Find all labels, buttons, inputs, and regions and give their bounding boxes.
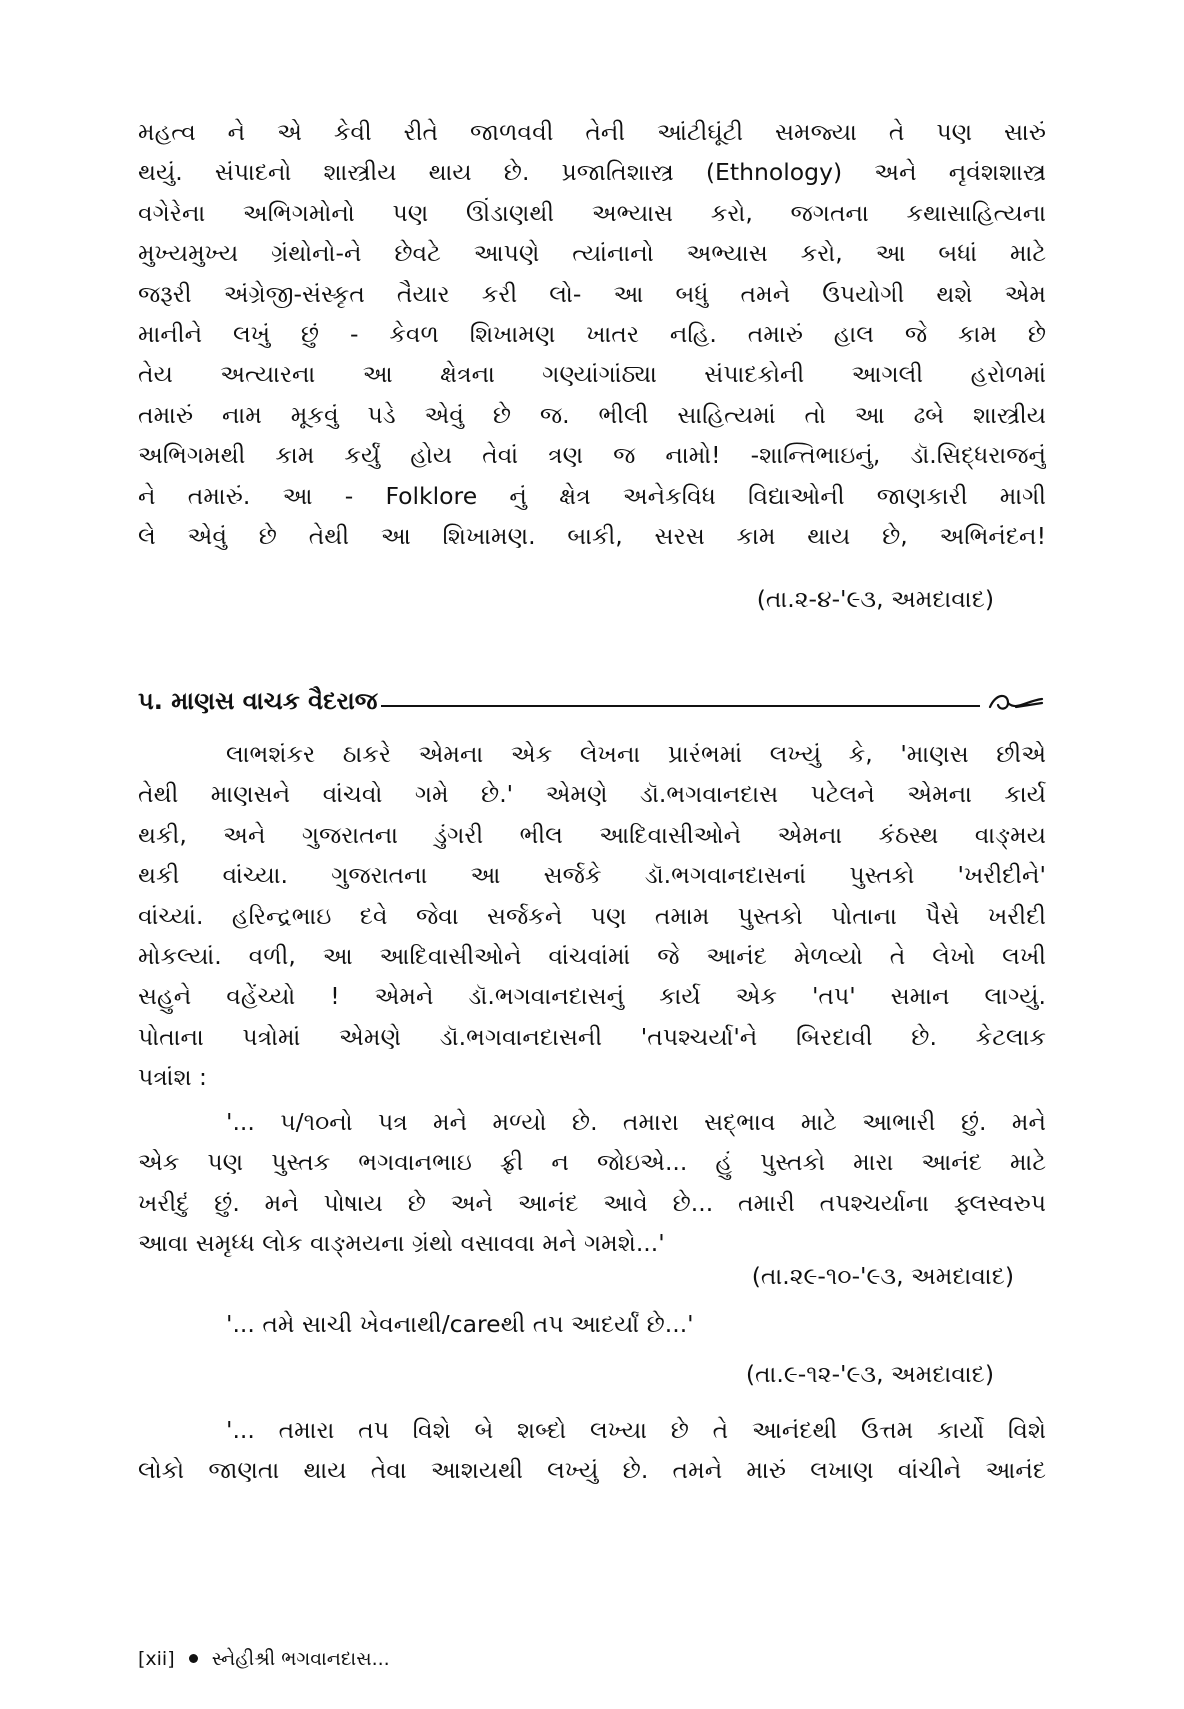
text-line: તેય અત્યારના આ ક્ષેત્રના ગણ્યાંગાંઠ્યા સંપાદકોની આગલી હરોળમાં [138,360,1046,389]
bullet-icon [189,1654,198,1663]
text-line: થકી, અને ગુજરાતના ડુંગરી ભીલ આદિવાસીઓને એમના કંઠસ્થ વાઙ્મય [138,820,1046,849]
text-line: પત્રાંશ : [138,1063,207,1092]
letter-date: (તા.૯-૧૨-'૯૩, અમદાવાદ) [745,1360,994,1388]
text-line: તેથી માણસને વાંચવો ગમે છે.' એમણે ડૉ.ભગવાનદાસ પટેલને એમના કાર્ય [138,780,1046,809]
text-line: તમારું નામ મૂકવું પડે એવું છે જ. ભીલી સાહિત્યમાં તો આ ઢબે શાસ્ત્રીય [138,400,1046,429]
running-title: સ્નેહીશ્રી ભગવાનદાસ... [211,1648,390,1670]
heading-rule [381,705,980,707]
text-line: અભિગમથી કામ કર્યું હોય તેવાં ત્રણ જ નામો! -શાન્તિભાઇનું, ડૉ.સિદ્ધરાજનું [138,441,1046,470]
text-line: લે એવું છે તેથી આ શિખામણ. બાકી, સરસ કામ થાય છે, અભિનંદન! [138,522,1046,551]
text-line: માનીને લખું છું - કેવળ શિખામણ ખાતર નહિ. તમારું હાલ જે કામ છે [138,320,1046,349]
text-line: જરૂરી અંગ્રેજી-સંસ્કૃત તૈયાર કરી લો- આ બધું તમને ઉપયોગી થશે એમ [138,279,1046,308]
text-line: '... ૫/૧૦નો પત્ર મને મળ્યો છે. તમારા સદ્‌ભાવ માટે આભારી છું. મને [226,1108,1046,1136]
quote-letter-3 [138,1410,1046,1491]
page-number: [xii] [138,1648,175,1670]
page-footer [138,1648,390,1670]
letter-date: (તા.૨-૪-'૯૩, અમદાવાદ) [756,585,994,613]
text-line: એક પણ પુસ્તક ભગવાનભાઇ ફ્રી ન જોઇએ... હું પુસ્તકો મારા આનંદ માટે [138,1148,1046,1177]
text-line: વગેરેના અભિગમોનો પણ ઊંડાણથી અભ્યાસ કરો, જગતના કથાસાહિત્યના [138,198,1046,227]
text-line: ખરીદું છું. મને પોષાય છે અને આનંદ આવે છે... તમારી તપશ્ચર્યાના ફ્લસ્વરુપ [138,1188,1046,1217]
text-line: લોકો જાણતા થાય તેવા આશયથી લખ્યું છે. તમને મારું લખાણ વાંચીને આનંદ [138,1456,1046,1485]
section-heading [138,675,1046,715]
ornament-flourish-icon [986,689,1046,715]
quote-letter-2: '... તમે સાચી ખેવનાથી/careથી તપ આદર્યાં છે...' [226,1310,694,1338]
text-line: લાભશંકર ઠાકરે એમના એક લેખના પ્રારંભમાં લખ્યું કે, 'માણસ છીએ [226,740,1046,768]
text-line: પોતાના પત્રોમાં એમણે ડૉ.ભગવાનદાસની 'તપશ્ચર્યા'ને બિરદાવી છે. કેટલાક [138,1022,1046,1051]
quote-letter-1 [138,1102,1046,1264]
section-title: ૫. માણસ વાચક વૈદરાજ [138,687,378,715]
text-line: આવા સમૃધ્ધ લોક વાઙ્મયના ગ્રંથો વસાવવા મને ગમશે...' [138,1229,665,1258]
paragraph-letter-advice [138,112,1046,556]
text-line: મોકલ્યાં. વળી, આ આદિવાસીઓને વાંચવાંમાં જે આનંદ મેળવ્યો તે લેખો લખી [138,942,1046,971]
text-line: મહત્વ ને એ કેવી રીતે જાળવવી તેની આંટીઘૂંટી સમજ્યા તે પણ સારું [138,118,1046,146]
text-line: સહુને વહેંચ્યો ! એમને ડૉ.ભગવાનદાસનું કાર્ય એક 'તપ' સમાન લાગ્યું. [138,982,1046,1011]
letter-date: (તા.૨૯-૧૦-'૯૩, અમદાવાદ) [751,1262,1014,1290]
text-line: વાંચ્યાં. હરિન્દ્રભાઇ દવે જેવા સર્જકને પણ તમામ પુસ્તકો પોતાના પૈસે ખરીદી [138,901,1046,930]
text-line: '... તમારા તપ વિશે બે શબ્દો લખ્યા છે તે આનંદથી ઉત્તમ કાર્યો વિશે [226,1416,1046,1444]
text-line: થયું. સંપાદનો શાસ્ત્રીય થાય છે. પ્રજાતિશાસ્ત્ર (Ethnology) અને નૃવંશશાસ્ત્ર [138,158,1046,187]
text-line: થકી વાંચ્યા. ગુજરાતના આ સર્જકે ડૉ.ભગવાનદાસનાં પુસ્તકો 'ખરીદીને' [138,861,1046,890]
paragraph-human-reader [138,734,1046,1098]
text-line: ને તમારું. આ - Folklore નું ક્ષેત્ર અનેકવિધ વિદ્યાઓની જાણકારી માગી [138,481,1046,510]
text-line: મુખ્યમુખ્ય ગ્રંથોનો-ને છેવટે આપણે ત્યાંનાનો અભ્યાસ કરો, આ બધાં માટે [138,239,1046,268]
